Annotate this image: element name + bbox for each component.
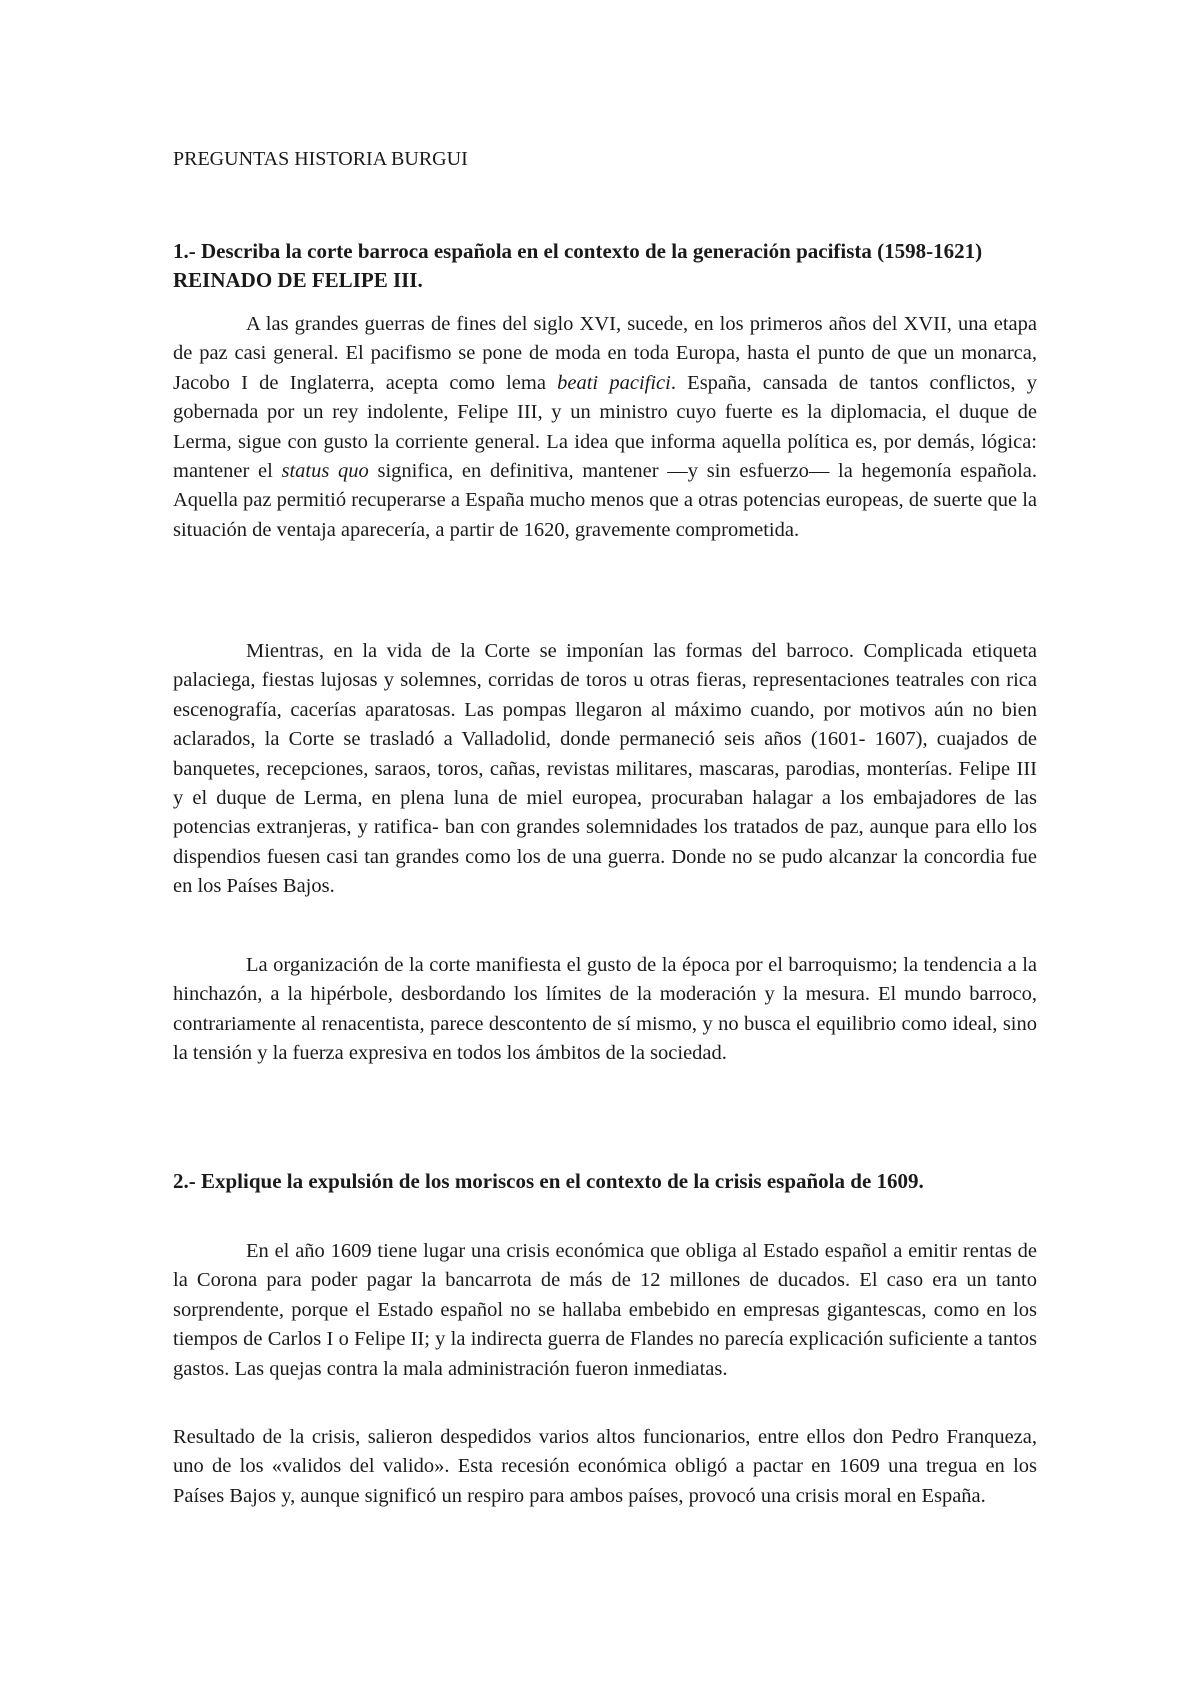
question-2-paragraph-1: En el año 1609 tiene lugar una crisis económica que obliga al Estado español a emitir rentas de la Corona para poder pagar la bancarrota de más de 12 millones de ducados. El caso era un tanto sorprendente, porque el Estado español no se hallaba embebido en empresas gigantescas, como en los tiempos de Carlos I o Felipe II; y la indirecta guerra de Flandes no parecía explicación suficiente a tantos gastos. Las quejas contra la mala administración fueron inmediatas. [173,1240,1037,1380]
paragraph-text: . España, cansada de tantos conflictos, y gobernada por un rey indolente, Felipe III, y un ministro cuyo fuerte es la diplomacia, el duque de Lerma, sigue con gusto la corriente general. La idea que informa aquella política es, por demás, lógica: mantener el [173,371,1037,483]
question-1-heading: 1.- Describa la corte barroca española en el contexto de la generación pacifista (1598-1621) REINADO DE FELIPE III. [173,239,983,292]
question-1-paragraph-2: Mientras, en la vida de la Corte se imponían las formas del barroco. Complicada etiqueta palaciega, fiestas lujosas y solemnes, corridas de toros u otras fieras, representaciones teatrales con rica escenografía, cacerías aparatosas. Las pompas llegaron al máximo cuando, por motivos aún no bien aclarados, la Corte se trasladó a Valladolid, donde permaneció seis años (1601- 1607), cuajados de banquetes, recepciones, saraos, toros, cañas, revistas militares, mascaras, parodias, monterías. Felipe III y el duque de Lerma, en plena luna de miel europea, procuraban halagar a los embajadores de las potencias extranjeras, y ratifica- ban con grandes solemnidades los tratados de paz, aunque para ello los dispendios fuesen casi tan grandes como los de una guerra. Donde no se pudo alcanzar la concordia fue en los Países Bajos. [173,640,1037,898]
latin-phrase: status quo [281,460,369,483]
question-2-paragraph-2: Resultado de la crisis, salieron despedidos varios altos funcionarios, entre ellos don Pedro Franqueza, uno de los «validos del valido». Esta recesión económica obligó a pactar en 1609 una tregua en los Países Bajos y, aunque significó un respiro para ambos países, provocó una crisis moral en España. [173,1426,1037,1507]
paragraph-text: significa, en definitiva, mantener —y sin esfuerzo— la hegemonía española. Aquella paz permitió recuperarse a España mucho menos que a otras potencias europeas, de suerte que la situación de ventaja aparecería, a partir de 1620, gravemente comprometida. [173,460,1037,541]
question-2-heading: 2.- Explique la expulsión de los moriscos en el contexto de la crisis española de 1609. [173,1169,924,1193]
latin-motto: beati pacifici [557,371,671,394]
question-1-paragraph-1 [173,310,1037,545]
question-1-paragraph-3: La organización de la corte manifiesta el gusto de la época por el barroquismo; la tendencia a la hinchazón, a la hipérbole, desbordando los límites de la moderación y la mesura. El mundo barroco, contrariamente al renacentista, parece descontento de sí mismo, y no busca el equilibrio como ideal, sino la tensión y la fuerza expresiva en todos los ámbitos de la sociedad. [173,954,1037,1065]
paragraph-text: A las grandes guerras de fines del siglo XVI, sucede, en los primeros años del XVII, una etapa de paz casi general. El pacifismo se pone de moda en toda Europa, hasta el punto de que un monarca, Jacobo I de Inglaterra, acepta como lema [173,313,1037,394]
document-title: PREGUNTAS HISTORIA BURGUI [173,148,468,170]
